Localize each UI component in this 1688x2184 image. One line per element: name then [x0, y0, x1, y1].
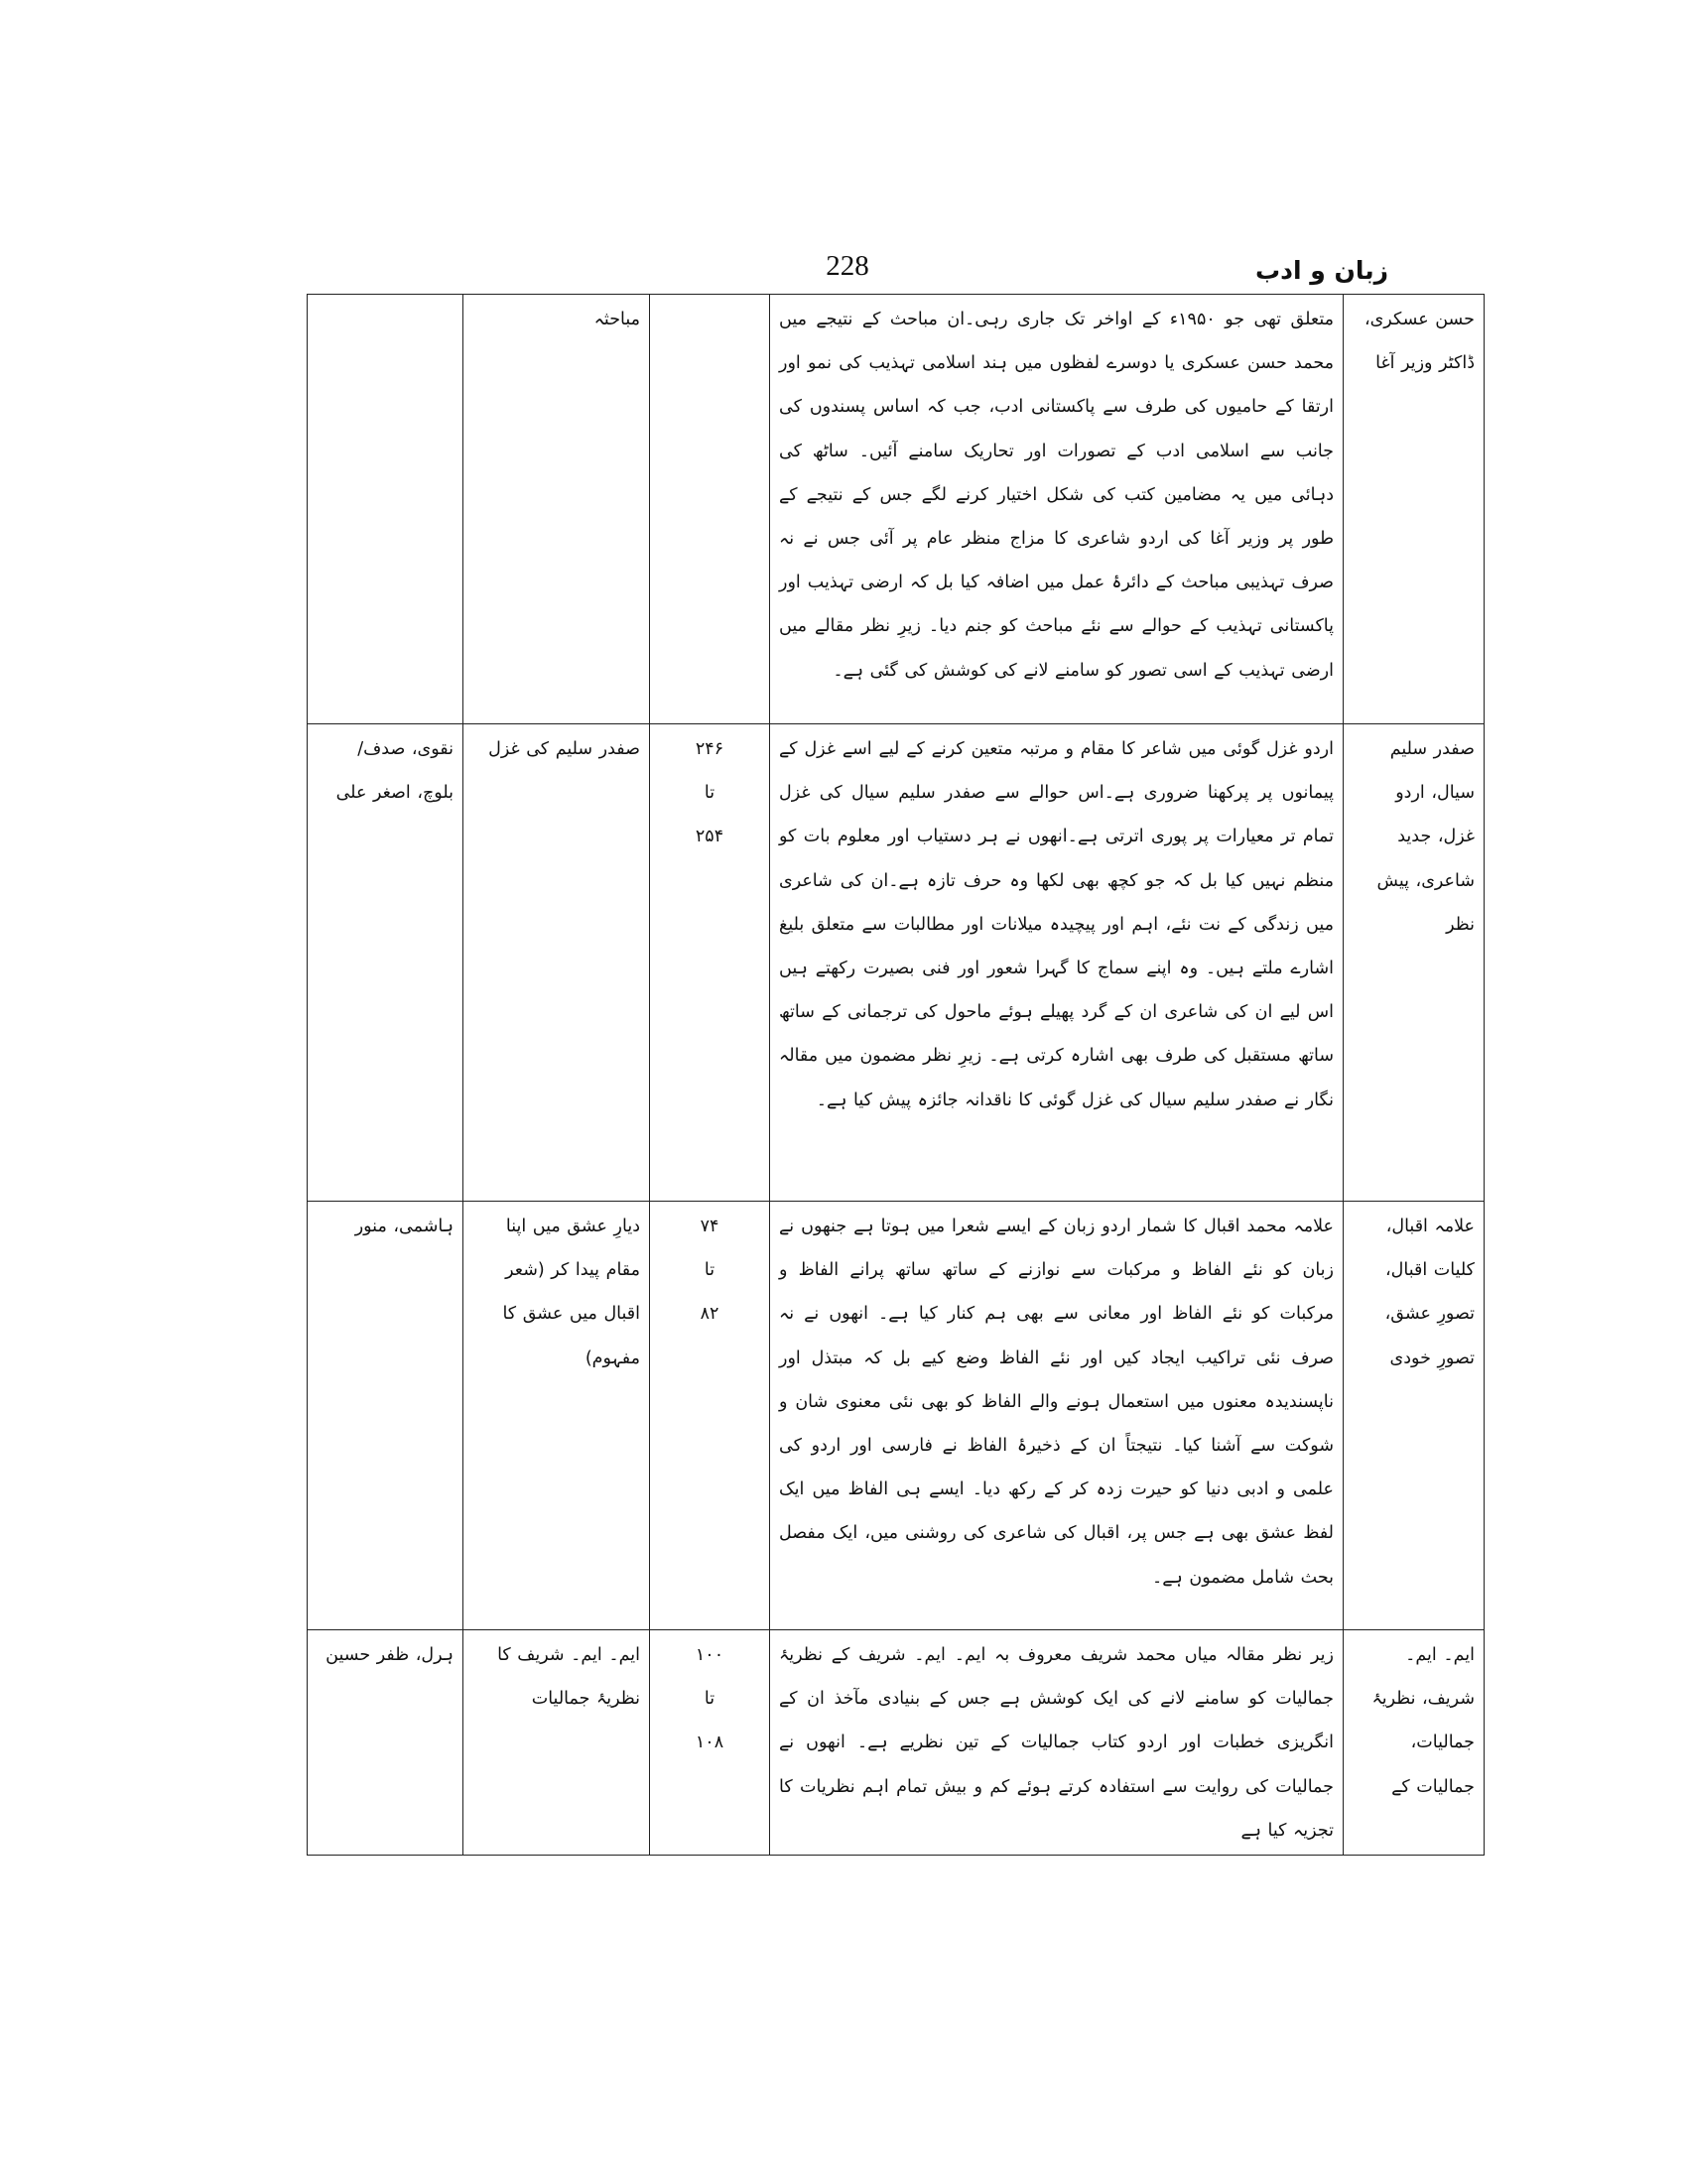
table-row — [308, 1630, 1485, 1856]
title-cell — [463, 724, 650, 1202]
table-row — [308, 724, 1485, 1202]
article-title: ایم۔ ایم۔ شریف کا نظریۂ جمالیات — [497, 1645, 640, 1710]
keywords-cell — [1344, 1630, 1485, 1856]
page-start: ۷۴ — [700, 1217, 719, 1236]
abstract-cell — [770, 295, 1344, 724]
table-row — [308, 295, 1485, 724]
pages-cell — [650, 295, 770, 724]
authors-cell — [308, 1630, 463, 1856]
article-index-table — [307, 294, 1485, 1856]
pages-cell — [650, 1630, 770, 1856]
journal-name: زبان و ادب — [1255, 256, 1388, 285]
keywords-cell — [1344, 1202, 1485, 1630]
page-range-separator: تا — [704, 1689, 715, 1710]
authors-cell — [308, 724, 463, 1202]
abstract-text: علامہ محمد اقبال کا شمار اردو زبان کے ایسے شعرا میں ہوتا ہے جنھوں نے زبان کو نئے الفاظ و مرکبات سے نوازنے کے ساتھ ساتھ پرانے الفاظ و مرکبات کو نئے الفاظ اور معانی سے بھی ہم کنار کیا ہے۔ انھوں نے نہ صرف نئی تراکیب ایجاد کیں اور نئے الفاظ وضع کیے بل کہ مبتذل اور ناپسندیدہ معنوں میں استعمال ہونے والے الفاظ کو بھی نئی معنوی شان و شوکت سے آشنا کیا۔ نتیجتاً ان کے ذخیرۂ الفاظ نے فارسی اور اردو کی علمی و ادبی دنیا کو حیرت زدہ کر کے رکھ دیا۔ ایسے ہی الفاظ میں ایک لفظ عشق بھی ہے جس پر، اقبال کی شاعری کی روشنی میں، ایک مفصل بحث شامل مضمون ہے۔ — [779, 1217, 1334, 1588]
page-end: ۲۵۴ — [695, 827, 724, 847]
abstract-cell — [770, 1630, 1344, 1856]
pages-cell — [650, 724, 770, 1202]
abstract-cell — [770, 1202, 1344, 1630]
pages-cell — [650, 1202, 770, 1630]
page-range-separator: تا — [704, 783, 715, 804]
keywords-text: صفدر سلیم سیال، اردو غزل، جدید شاعری، پیش نظر — [1376, 739, 1475, 935]
abstract-text: اردو غزل گوئی میں شاعر کا مقام و مرتبہ متعین کرنے کے لیے اسے غزل کے پیمانوں پر پرکھنا ضروری ہے۔اس حوالے سے صفدر سلیم سیال کی غزل تمام تر معیارات پر پوری اترتی ہے۔انھوں نے ہر دستیاب اور معلوم بات کو منظم نہیں کیا بل کہ جو کچھ بھی لکھا وہ حرف تازہ ہے۔ان کی شاعری میں زندگی کے نت نئے، اہم اور پیچیدہ میلانات اور مطالبات سے متعلق بلیغ اشارے ملتے ہیں۔ وہ اپنے سماج کا گہرا شعور اور فنی بصیرت رکھتے ہیں اس لیے ان کی شاعری ان کے گرد پھیلے ہوئے ماحول کی ترجمانی کے ساتھ ساتھ مستقبل کی طرف بھی اشارہ کرتی ہے۔ زیرِ نظر مضمون میں مقالہ نگار نے صفدر سلیم سیال کی غزل گوئی کا ناقدانہ جائزہ پیش کیا ہے۔ — [779, 739, 1334, 1110]
page-end: ۱۰۸ — [695, 1733, 724, 1753]
authors-cell — [308, 295, 463, 724]
keywords-cell — [1344, 295, 1485, 724]
abstract-text: متعلق تھی جو ۱۹۵۰ء کے اواخر تک جاری رہی۔ان مباحث کے نتیجے میں محمد حسن عسکری یا دوسرے لفظوں میں ہند اسلامی تہذیب کی نمو اور ارتقا کے حامیوں کی طرف سے پاکستانی ادب، جب کہ اساس پسندوں کی جانب سے اسلامی ادب کے تصورات اور تحاریک سامنے آئیں۔ ساٹھ کی دہائی میں یہ مضامین کتب کی شکل اختیار کرنے لگے جس کے نتیجے کے طور پر وزیر آغا کی اردو شاعری کا مزاج منظر عام پر آئی جس نے نہ صرف تہذیبی مباحث کے دائرۂ عمل میں اضافہ کیا بل کہ ارضی تہذیب اور پاکستانی تہذیب کے حوالے سے نئے مباحث کو جنم دیا۔ زیرِ نظر مقالے میں ارضی تہذیب کے اسی تصور کو سامنے لانے کی کوشش کی گئی ہے۔ — [779, 310, 1334, 681]
page-end: ۸۲ — [700, 1304, 719, 1325]
page-range-separator: تا — [704, 1260, 715, 1281]
keywords-text: ایم۔ ایم۔ شریف، نظریۂ جمالیات، جمالیات کے — [1371, 1645, 1475, 1797]
article-title: دیارِ عشق میں اپنا مقام پیدا کر (شعر اقبال میں عشق کا مفہوم) — [502, 1217, 640, 1368]
title-cell — [463, 1202, 650, 1630]
authors-text: ہاشمی، منور — [354, 1217, 454, 1236]
page-start: ۲۴۶ — [695, 739, 724, 759]
page-header — [307, 250, 1388, 296]
abstract-cell — [770, 724, 1344, 1202]
keywords-cell — [1344, 724, 1485, 1202]
article-title: مباحثہ — [593, 310, 640, 329]
authors-text: نقوی، صدف/ بلوچ، اصغر علی — [335, 739, 454, 804]
title-cell — [463, 1630, 650, 1856]
page-start: ۱۰۰ — [695, 1645, 724, 1665]
keywords-text: حسن عسکری، ڈاکٹر وزیر آغا — [1363, 310, 1475, 374]
authors-text: ہرل، ظفر حسین — [325, 1645, 454, 1665]
title-cell — [463, 295, 650, 724]
authors-cell — [308, 1202, 463, 1630]
table-row — [308, 1202, 1485, 1630]
keywords-text: علامہ اقبال، کلیات اقبال، تصورِ عشق، تصورِ خودی — [1384, 1217, 1475, 1368]
abstract-text: زیر نظر مقالہ میاں محمد شریف معروف بہ ایم۔ ایم۔ شریف کے نظریۂ جمالیات کو سامنے لانے کی ایک کوشش ہے جس کے بنیادی مآخذ ان کے انگریزی خطبات اور اردو کتاب جمالیات کے تین نظریے ہے۔ انھوں نے جمالیات کی روایت سے استفادہ کرتے ہوئے کم و بیش تمام اہم نظریات کا تجزیہ کیا ہے — [779, 1645, 1334, 1841]
article-title: صفدر سلیم کی غزل — [488, 739, 640, 759]
page-number: 228 — [826, 250, 869, 282]
